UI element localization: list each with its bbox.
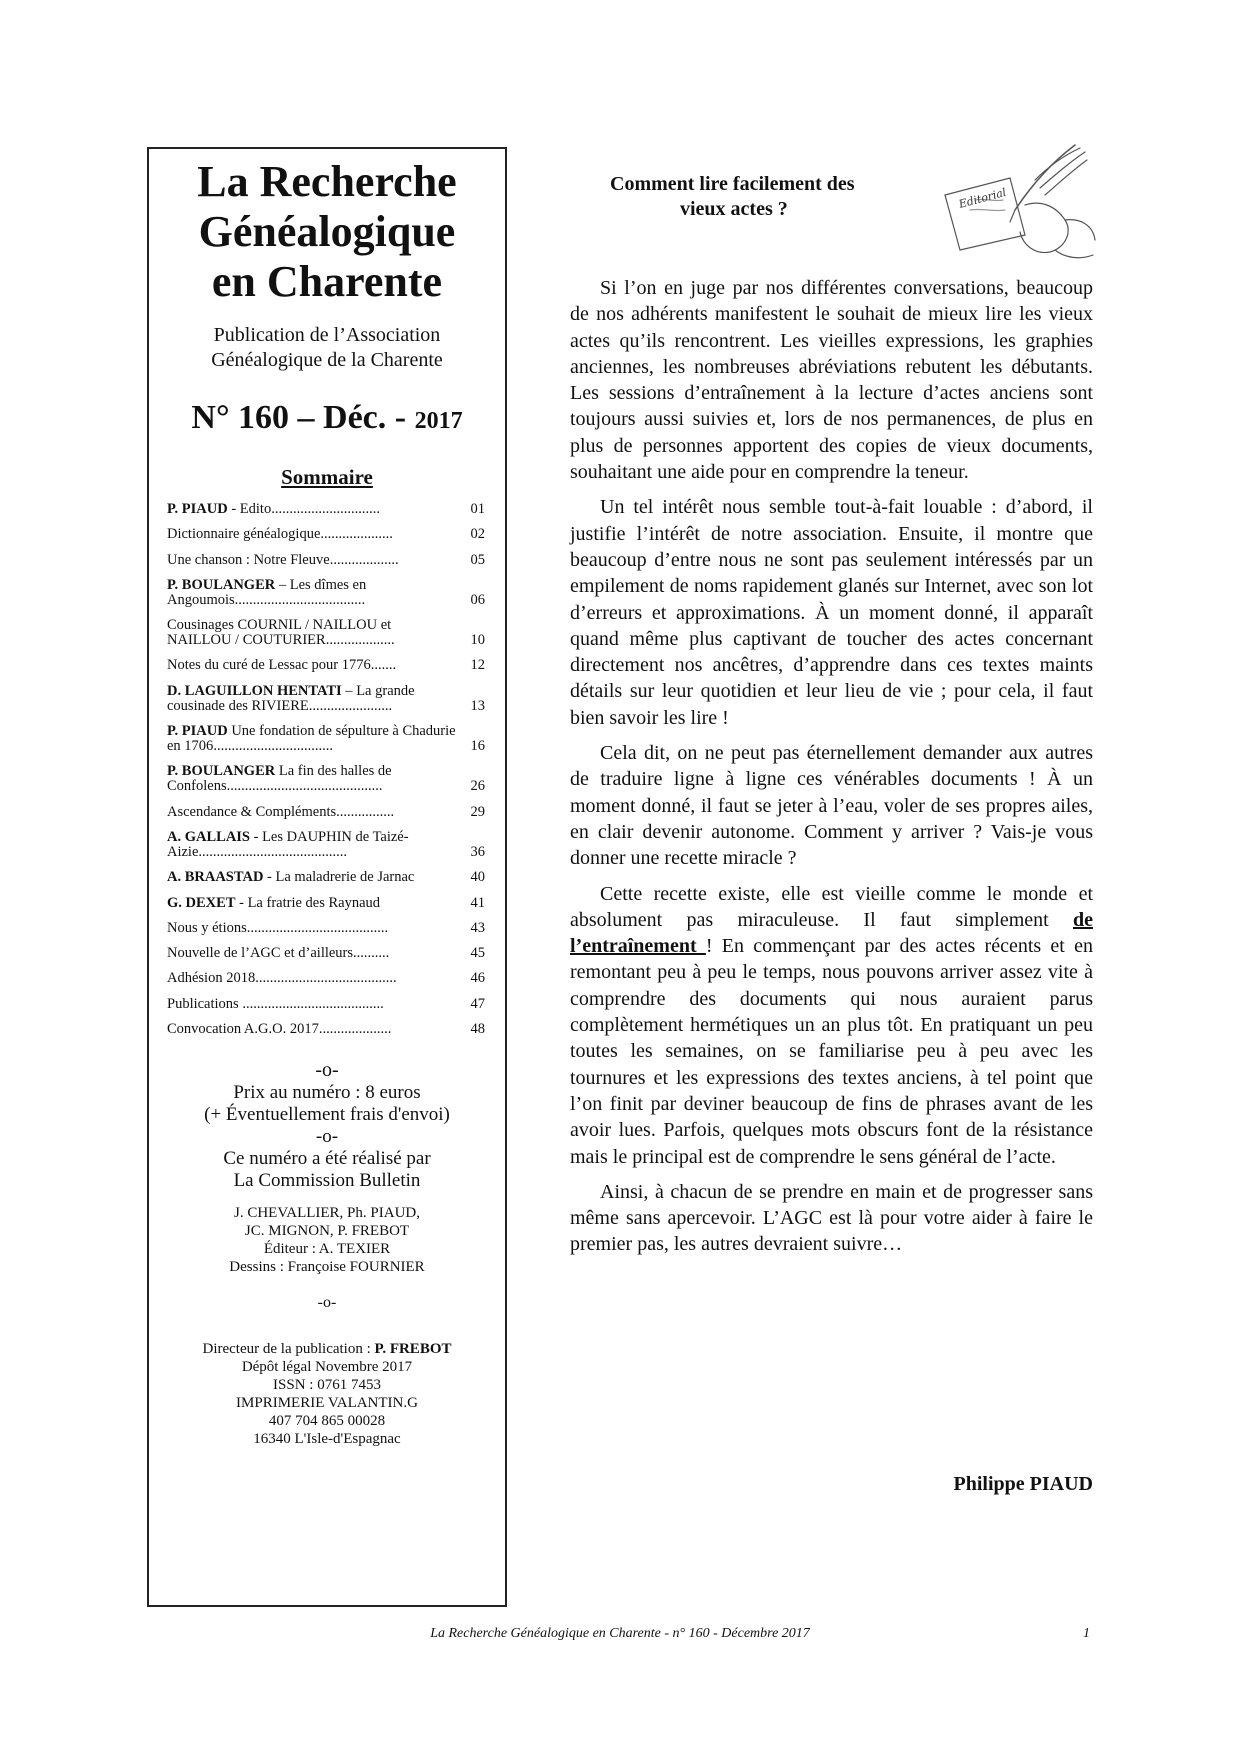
paragraph-text: ! En commençant par des actes récents et en remontant peu à peu le temps, nous pouvons arriver assez vite à comprendre des documents qui nous auraient parus complètement hermétiques un an plus tôt. En pratiquant un peu toutes les semaines, on se familiarise peu à peu avec les tournures et les expressions des textes anciens, à tel point que l’on finit par deviner beaucoup de fins de phrases avant de les avoir lues. Parfois, quelques mots obscurs font de la résistance mais le principal est de comprendre le sens général de l’acte. <box>570 935 1093 1168</box>
toc-item <box>167 724 491 754</box>
toc-entry <box>167 921 491 936</box>
toc-page-number: 36 <box>470 843 485 860</box>
toc-entry <box>167 578 491 608</box>
credit-line: Dessins : Françoise FOURNIER <box>229 1259 425 1276</box>
toc-entry <box>167 618 491 648</box>
toc-item <box>167 830 491 860</box>
toc-item <box>167 997 491 1012</box>
price-block <box>159 1082 495 1192</box>
toc-author: P. PIAUD <box>167 723 228 740</box>
made-by: Ce numéro a été réalisé par <box>223 1148 431 1170</box>
toc-page-number: 26 <box>470 778 485 795</box>
title-line: Comment lire facilement des <box>610 173 855 195</box>
credit-line: Éditeur : A. TEXIER <box>263 1241 391 1258</box>
toc-leader: ....................................... <box>246 919 389 936</box>
director-line <box>159 1340 495 1358</box>
toc-page-number: 02 <box>470 526 485 543</box>
toc-title: Ascendance & Compléments <box>167 803 337 820</box>
toc-title: Nous y étions <box>167 919 247 936</box>
toc-title: Dictionnaire généalogique <box>167 526 321 543</box>
toc-author: P. BOULANGER <box>167 576 276 593</box>
toc-entry <box>167 896 491 911</box>
subtitle-line: Généalogique de la Charente <box>211 349 443 371</box>
toc-entry <box>167 971 491 986</box>
page-number: 1 <box>1083 1626 1090 1641</box>
toc-page-number: 05 <box>470 551 485 568</box>
toc-item <box>167 805 491 820</box>
toc-entry <box>167 1022 491 1037</box>
toc-title: Adhésion 2018 <box>167 970 256 987</box>
editorial-body <box>570 275 1093 1267</box>
emphasis: de l’entraînement <box>570 908 1093 958</box>
toc-entry <box>167 684 491 714</box>
toc-item <box>167 946 491 961</box>
toc-page-number: 46 <box>470 970 485 987</box>
separator: -o- <box>315 1059 339 1082</box>
table-of-contents <box>159 502 495 1037</box>
toc-entry <box>167 764 491 794</box>
legal-line: 16340 L'Isle-d'Espagnac <box>253 1431 401 1448</box>
publisher-line <box>159 323 495 373</box>
toc-entry <box>167 805 491 820</box>
author-signature: Philippe PIAUD <box>953 1473 1093 1495</box>
toc-page-number: 13 <box>470 697 485 714</box>
toc-title: - La fratrie des Raynaud <box>235 894 381 911</box>
made-by-team: La Commission Bulletin <box>233 1170 421 1192</box>
toc-item <box>167 896 491 911</box>
toc-entry <box>167 527 491 542</box>
title-line: vieux actes ? <box>680 198 788 220</box>
toc-author: G. DEXET <box>167 894 236 911</box>
toc-entry <box>167 502 491 517</box>
toc-item <box>167 658 491 673</box>
toc-leader: ....................................... <box>242 995 384 1012</box>
paragraph: Si l’on en juge par nos différentes conversations, beaucoup de nos adhérents manifestent le souhait de mieux lire les vieux actes qu’ils rencontrent. Les vieilles expressions, les graphies anciennes, les nombreuses abréviations rebutent les débutants. Les sessions d’entraînement à la lecture d’actes anciens sont toujours aussi suivies et, lors de nos permanences, de plus en plus de personnes apportent des copies de vieux documents, souhaitant une aide pour en comprendre la teneur. <box>570 277 1093 484</box>
title-line: en Charente <box>211 257 443 306</box>
toc-item <box>167 1022 491 1037</box>
toc-title: Cousinages COURNIL / NAILLOU et NAILLOU / COUTURIER <box>167 617 392 649</box>
toc-title: Publications <box>167 995 243 1012</box>
toc-item <box>167 684 491 714</box>
toc-author: A. BRAASTAD <box>167 869 264 886</box>
toc-page-number: 43 <box>470 919 485 936</box>
toc-author: D. LAGUILLON HENTATI <box>167 682 342 699</box>
toc-title: - Les DAUPHIN de Taizé-Aizie <box>167 828 409 860</box>
toc-item <box>167 578 491 608</box>
quill-hand-illustration <box>915 140 1105 270</box>
toc-entry <box>167 830 491 860</box>
toc-leader: ................ <box>336 803 395 820</box>
toc-title: Une fondation de sépulture à Chadurie en 1706 <box>167 723 456 755</box>
legal-line: Dépôt légal Novembre 2017 <box>241 1359 413 1376</box>
toc-leader: .................... <box>318 1021 392 1038</box>
toc-title: Convocation A.G.O. 2017 <box>167 1021 319 1038</box>
credits <box>159 1204 495 1276</box>
toc-leader: ........................................... <box>226 778 383 795</box>
toc-page-number: 01 <box>470 501 485 517</box>
toc-entry <box>167 724 491 754</box>
issue-number <box>159 399 495 437</box>
price-note: (+ Éventuellement frais d'envoi) <box>204 1104 450 1126</box>
price-text: Prix au numéro : 8 euros <box>233 1082 421 1104</box>
toc-item <box>167 553 491 568</box>
toc-page-number: 47 <box>470 995 485 1012</box>
toc-entry <box>167 553 491 568</box>
director-name: P. FREBOT <box>374 1341 452 1358</box>
toc-entry <box>167 946 491 961</box>
toc-leader: .............................. <box>271 501 380 517</box>
toc-leader: ................................. <box>213 738 333 755</box>
toc-leader: ................... <box>325 632 395 649</box>
toc-leader: .......... <box>353 945 390 962</box>
toc-leader: ....................................... <box>255 970 397 987</box>
toc-item <box>167 502 491 517</box>
toc-entry <box>167 658 491 673</box>
credit-line: JC. MIGNON, P. FREBOT <box>244 1223 410 1240</box>
cover-box <box>147 147 507 1607</box>
toc-item <box>167 764 491 794</box>
paragraph: Un tel intérêt nous semble tout-à-fait louable : d’abord, il justifie l’intérêt de notre association. Ensuite, il montre que beaucoup d’entre nous ne sont pas seulement intéressés par un empilement de noms rapidement glanés sur Internet, avec son lot d’erreurs et approximations. À un moment donné, il apparaît quand même plus captivant de toucher des actes concernant directement nos ancêtres, d’apprendre dans ces textes maints détails sur leur quotidien et leur lieu de vie ; pour cela, il faut bien savoir les lire ! <box>570 496 1093 729</box>
title-line: La Recherche <box>197 157 457 206</box>
toc-page-number: 48 <box>470 1021 485 1038</box>
toc-page-number: 45 <box>470 945 485 962</box>
toc-item <box>167 870 491 885</box>
title-line: Généalogique <box>198 207 456 256</box>
toc-page-number: 06 <box>470 591 485 608</box>
toc-leader: ....... <box>370 657 397 674</box>
toc-item <box>167 527 491 542</box>
toc-page-number: 29 <box>470 803 485 820</box>
toc-leader: ....................... <box>308 697 393 714</box>
toc-entry <box>167 870 491 885</box>
toc-author: P. PIAUD <box>167 501 228 517</box>
toc-title: Une chanson : Notre Fleuve <box>167 551 330 568</box>
toc-leader: .................................... <box>234 591 366 608</box>
separator: -o- <box>315 1126 339 1148</box>
toc-page-number: 40 <box>470 869 485 886</box>
toc-page-number: 12 <box>470 657 485 674</box>
toc-title: Nouvelle de l’AGC et d’ailleurs <box>167 945 354 962</box>
toc-author: P. BOULANGER <box>167 763 276 780</box>
legal-line: 407 704 865 00028 <box>268 1413 386 1430</box>
paragraph <box>570 881 1093 1170</box>
toc-page-number: 41 <box>470 894 485 911</box>
toc-item <box>167 618 491 648</box>
credit-line: J. CHEVALLIER, Ph. PIAUD, <box>234 1205 420 1222</box>
toc-title: – Les dîmes en Angoumois <box>167 576 367 608</box>
toc-author: A. GALLAIS <box>167 828 250 845</box>
paragraph-text: Cette recette existe, elle est vieille comme le monde et absolument pas miraculeuse. Il faut simplement <box>570 882 1093 931</box>
separator: -o- <box>317 1294 337 1312</box>
toc-title: La fin des halles de Confolens <box>167 763 392 795</box>
legal-line: IMPRIMERIE VALANTIN.G <box>236 1395 418 1412</box>
toc-item <box>167 921 491 936</box>
toc-heading: Sommaire <box>281 465 373 489</box>
toc-title: - Edito <box>227 501 272 517</box>
toc-leader: .................... <box>320 526 393 543</box>
paragraph: Cela dit, on ne peut pas éternellement demander aux autres de traduire ligne à ligne ces vénérables documents ! À un moment donné, il faut se jeter à l’eau, voler de ses propres ailes, en clair devenir autonome. Comment y arriver ? Vais-je vous donner une recette miracle ? <box>570 742 1093 870</box>
magazine-title <box>159 157 495 307</box>
issue-label: N° 160 – Déc. - <box>191 399 407 436</box>
toc-leader: ......................................... <box>198 843 348 860</box>
illustration-label: Editorial <box>957 185 1008 211</box>
toc-page-number: 10 <box>470 632 485 649</box>
director-label: Directeur de la publication : <box>202 1341 375 1358</box>
article-title <box>610 172 910 222</box>
toc-title: - La maladrerie de Jarnac <box>263 869 415 886</box>
page-footer: La Recherche Généalogique en Charente - n° 160 - Décembre 2017 <box>430 1626 810 1641</box>
toc-entry <box>167 997 491 1012</box>
issue-year: 2017 <box>414 408 463 434</box>
legal-info <box>159 1340 495 1448</box>
toc-leader: ................... <box>329 551 399 568</box>
legal-line: ISSN : 0761 7453 <box>273 1377 381 1394</box>
toc-page-number: 16 <box>470 738 485 755</box>
toc-title: – La grande cousinade des RIVIERE <box>167 682 415 714</box>
toc-item <box>167 971 491 986</box>
paragraph: Ainsi, à chacun de se prendre en main et de progresser sans même sans apercevoir. L’AGC est là pour votre aider à faire le premier pas, les autres devraient suivre… <box>570 1180 1093 1256</box>
subtitle-line: Publication de l’Association <box>213 324 441 346</box>
toc-title: Notes du curé de Lessac pour 1776 <box>167 657 371 674</box>
